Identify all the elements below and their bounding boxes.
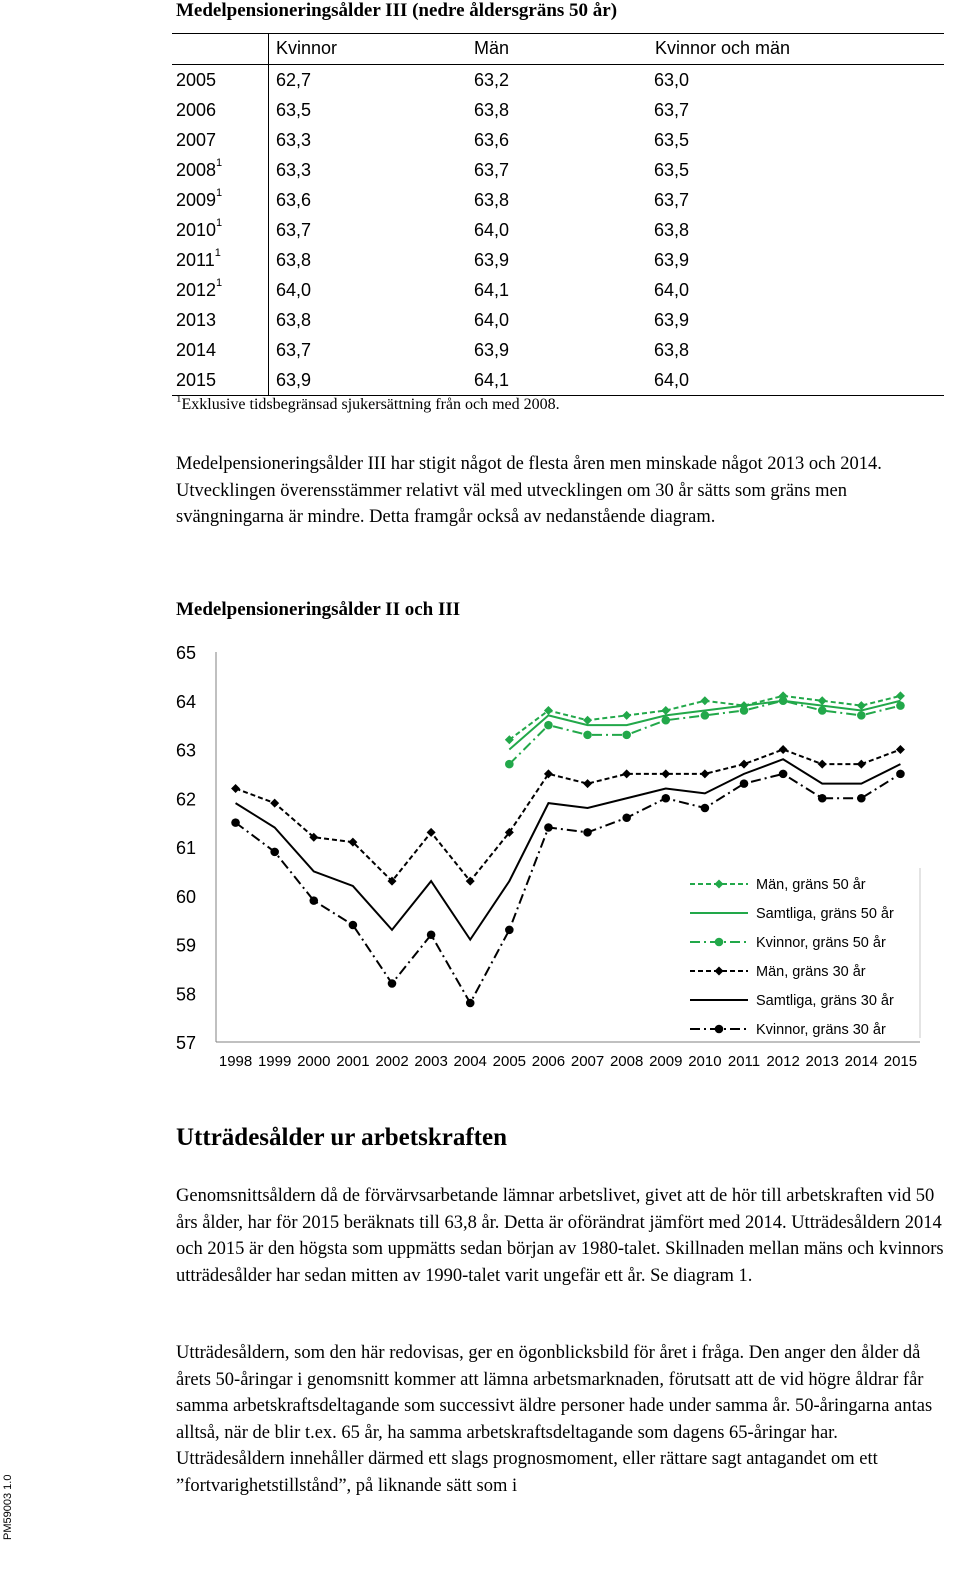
paragraph-2: Genomsnittsåldern då de förvärvsarbetande lämnar arbetslivet, givet att de hör till arbetskraften vid 50 års ålder, har för 2015 beräknats till 63,8 år. Detta är oförändrat jämfört med 2014. Utträdesåldern 2014 och 2015 är den högsta som uppmätts sedan början av 1980-talet. Skillnaden mellan mäns och kvinnors utträdesålder har sedan mitten av 1990-talet varit ungefär ett år. Se diagram 1.	[176, 1186, 944, 1286]
y-tick-label: 65	[176, 643, 197, 663]
year-text: 2013	[176, 310, 217, 330]
all-cell: 64,0	[654, 280, 690, 300]
x-tick-label: 2002	[375, 1053, 409, 1070]
year-text: 2012	[176, 280, 217, 300]
table-row	[172, 335, 944, 365]
data-point	[740, 779, 749, 788]
legend-marker	[715, 938, 724, 947]
legend-label: Kvinnor, gräns 50 år	[756, 935, 886, 951]
legend-label: Kvinnor, gräns 30 år	[756, 1022, 886, 1038]
header-all: Kvinnor och män	[655, 38, 791, 58]
year-cell	[176, 340, 216, 361]
data-point	[270, 848, 279, 857]
data-point	[583, 731, 592, 740]
data-point	[896, 745, 905, 754]
footnote-text: Exklusive tidsbegränsad sjukersättning från och med 2008.	[181, 396, 560, 413]
data-point	[661, 794, 670, 803]
section-heading: Utträdesålder ur arbetskraften	[176, 1124, 507, 1151]
data-point	[779, 696, 788, 705]
year-footnote-marker: 1	[216, 157, 223, 169]
data-point	[661, 716, 670, 725]
all-cell: 63,9	[654, 310, 690, 330]
data-point	[779, 770, 788, 779]
document-id-label: PM59003 1.0	[2, 1474, 14, 1540]
data-point	[583, 828, 592, 837]
year-cell	[176, 277, 223, 301]
table-row	[172, 65, 944, 95]
table-row	[172, 185, 944, 215]
year-cell	[176, 247, 221, 271]
legend-label: Samtliga, gräns 30 år	[756, 993, 894, 1009]
x-tick-label: 2010	[688, 1053, 722, 1070]
x-tick-label: 2011	[727, 1053, 761, 1070]
data-point	[231, 784, 240, 793]
data-point	[896, 770, 905, 779]
women-cell: 63,7	[276, 340, 312, 360]
header-women: Kvinnor	[276, 38, 338, 58]
x-tick-label: 2004	[453, 1053, 487, 1070]
x-tick-label: 2014	[844, 1053, 879, 1070]
x-tick-label: 2012	[766, 1053, 800, 1070]
men-cell: 64,1	[474, 280, 510, 300]
series-line	[509, 701, 900, 750]
all-cell: 63,7	[654, 190, 690, 210]
men-cell: 63,8	[474, 100, 510, 120]
year-cell	[176, 187, 223, 211]
data-point	[700, 696, 709, 705]
line-chart	[170, 630, 950, 1080]
data-point	[427, 930, 436, 939]
table-header-row	[172, 33, 944, 65]
y-tick-label: 61	[176, 838, 197, 858]
data-point	[818, 696, 827, 705]
data-point	[544, 823, 553, 832]
data-point	[349, 921, 358, 930]
legend-label: Män, gräns 50 år	[756, 877, 866, 893]
pension-age-table	[172, 33, 944, 396]
data-point	[309, 896, 318, 905]
table-divider	[268, 65, 269, 95]
data-point	[701, 804, 710, 813]
legend-marker	[715, 1025, 724, 1034]
data-point	[857, 711, 866, 720]
x-tick-label: 2006	[531, 1053, 566, 1070]
all-cell: 63,8	[654, 340, 690, 360]
paragraph-1: Medelpensioneringsålder III har stigit något de flesta åren men minskade något 2013 och 2014. Utvecklingen överensstämmer relativt väl med utvecklingen om 30 år sätts som gräns men svängningarna är mindre. Detta framgår också av nedanstående diagram.	[176, 454, 882, 527]
data-point	[622, 731, 631, 740]
women-cell: 63,8	[276, 250, 312, 270]
table-row	[172, 215, 944, 245]
men-cell: 64,1	[474, 370, 510, 390]
women-cell: 63,9	[276, 370, 312, 390]
x-tick-label: 2001	[336, 1053, 370, 1070]
data-point	[622, 813, 631, 822]
year-text: 2005	[176, 70, 217, 90]
table-row	[172, 305, 944, 335]
table-divider	[268, 155, 269, 185]
table-divider	[268, 34, 269, 64]
y-tick-label: 58	[176, 984, 197, 1005]
data-point	[505, 760, 514, 769]
y-tick-label: 59	[176, 935, 197, 956]
table-divider	[268, 335, 269, 365]
y-tick-label: 62	[176, 789, 197, 810]
all-cell: 63,7	[654, 100, 690, 120]
women-cell: 63,3	[276, 160, 312, 180]
women-cell: 63,5	[276, 100, 312, 120]
table-title: Medelpensioneringsålder III (nedre åldersgräns 50 år)	[176, 0, 618, 21]
men-cell: 64,0	[474, 220, 510, 240]
legend-box	[680, 868, 920, 1040]
data-point	[896, 691, 905, 700]
x-tick-label: 2009	[649, 1053, 683, 1070]
men-cell: 63,9	[474, 250, 510, 270]
data-point	[661, 769, 670, 778]
y-tick-label: 57	[176, 1033, 197, 1053]
table-row	[172, 155, 944, 185]
year-footnote-marker: 1	[216, 187, 223, 199]
all-cell: 63,5	[654, 160, 690, 180]
header-men: Män	[474, 38, 510, 58]
year-text: 2010	[176, 220, 217, 240]
all-cell: 63,9	[654, 250, 690, 270]
women-cell: 63,6	[276, 190, 312, 210]
women-cell: 63,7	[276, 220, 312, 240]
x-tick-label: 2007	[570, 1053, 605, 1070]
year-footnote-marker: 1	[216, 217, 223, 229]
data-point	[818, 706, 827, 715]
data-point	[818, 794, 827, 803]
table-divider	[268, 305, 269, 335]
chart-title: Medelpensioneringsålder II och III	[176, 599, 461, 620]
y-tick-label: 60	[176, 886, 197, 907]
table-divider	[268, 215, 269, 245]
data-point	[857, 794, 866, 803]
table-row	[172, 125, 944, 155]
data-point	[701, 711, 710, 720]
data-point	[388, 979, 397, 988]
table-row	[172, 245, 944, 275]
legend-label: Samtliga, gräns 50 år	[756, 906, 894, 922]
paragraph-3: Utträdesåldern, som den här redovisas, ger en ögonblicksbild för året i fråga. Den anger den ålder då årets 50-åringar i genomsnitt kommer att lämna arbetsmarknaden, förutsatt att de vid högre åldrar får samma arbetskraftsdeltagande som successivt äldre personer hade under samma år. 50-åringarna antas alltså, när de blir t.ex. 65 år, ha samma arbetskraftsdeltagande som dagens 65-åringar har. Utträdesåldern innehåller därmed ett slags prognosmoment, eller rättare sagt antagandet om ett ”fortvarighetstillstånd”, på liknande sätt som i	[176, 1343, 933, 1496]
men-cell: 63,9	[474, 340, 510, 360]
all-cell: 63,8	[654, 220, 690, 240]
year-text: 2011	[176, 250, 215, 270]
men-cell: 63,7	[474, 160, 510, 180]
men-cell: 63,8	[474, 190, 510, 210]
women-cell: 63,8	[276, 310, 312, 330]
data-point	[622, 711, 631, 720]
x-tick-label: 2000	[297, 1053, 331, 1070]
year-cell	[176, 100, 216, 121]
table-divider	[268, 125, 269, 155]
table-row	[172, 365, 944, 396]
data-point	[740, 706, 749, 715]
year-text: 2015	[176, 370, 217, 390]
women-cell: 63,3	[276, 130, 312, 150]
x-tick-label: 2013	[805, 1053, 839, 1070]
year-footnote-marker: 1	[214, 247, 221, 259]
x-tick-label: 2005	[492, 1053, 527, 1070]
table-row	[172, 275, 944, 305]
footnote-marker: 1	[176, 393, 182, 405]
year-text: 2008	[176, 160, 217, 180]
data-point	[700, 769, 709, 778]
men-cell: 63,6	[474, 130, 510, 150]
table-divider	[268, 245, 269, 275]
women-cell: 64,0	[276, 280, 312, 300]
data-point	[779, 745, 788, 754]
year-cell	[176, 370, 216, 391]
year-text: 2009	[176, 190, 217, 210]
year-cell	[176, 217, 223, 241]
data-point	[818, 760, 827, 769]
all-cell: 64,0	[654, 370, 690, 390]
x-tick-label: 1998	[218, 1053, 253, 1070]
data-point	[740, 760, 749, 769]
data-point	[466, 999, 475, 1008]
year-text: 2014	[176, 340, 217, 360]
data-point	[896, 701, 905, 710]
data-point	[505, 926, 514, 935]
year-cell	[176, 130, 216, 151]
men-cell: 63,2	[474, 70, 510, 90]
all-cell: 63,0	[654, 70, 690, 90]
year-cell	[176, 157, 223, 181]
table-footnote	[176, 393, 560, 414]
x-tick-label: 2003	[414, 1053, 448, 1070]
table-body	[172, 65, 944, 396]
x-tick-label: 1999	[257, 1053, 292, 1070]
year-text: 2006	[176, 100, 217, 120]
data-point	[231, 818, 240, 827]
table-divider	[268, 365, 269, 395]
women-cell: 62,7	[276, 70, 312, 90]
table-divider	[268, 275, 269, 305]
all-cell: 63,5	[654, 130, 690, 150]
table-divider	[268, 185, 269, 215]
men-cell: 64,0	[474, 310, 510, 330]
year-cell	[176, 70, 216, 91]
year-text: 2007	[176, 130, 217, 150]
table-row	[172, 95, 944, 125]
data-point	[583, 779, 592, 788]
legend-label: Män, gräns 30 år	[756, 964, 866, 980]
year-footnote-marker: 1	[216, 277, 223, 289]
data-point	[270, 799, 279, 808]
y-tick-label: 64	[176, 691, 197, 712]
x-tick-label: 2015	[883, 1053, 918, 1070]
table-divider	[268, 95, 269, 125]
year-cell	[176, 310, 216, 331]
data-point	[427, 828, 436, 837]
x-tick-label: 2008	[609, 1053, 644, 1070]
data-point	[857, 760, 866, 769]
y-tick-label: 63	[176, 740, 197, 761]
data-point	[661, 706, 670, 715]
data-point	[622, 769, 631, 778]
data-point	[544, 721, 553, 730]
